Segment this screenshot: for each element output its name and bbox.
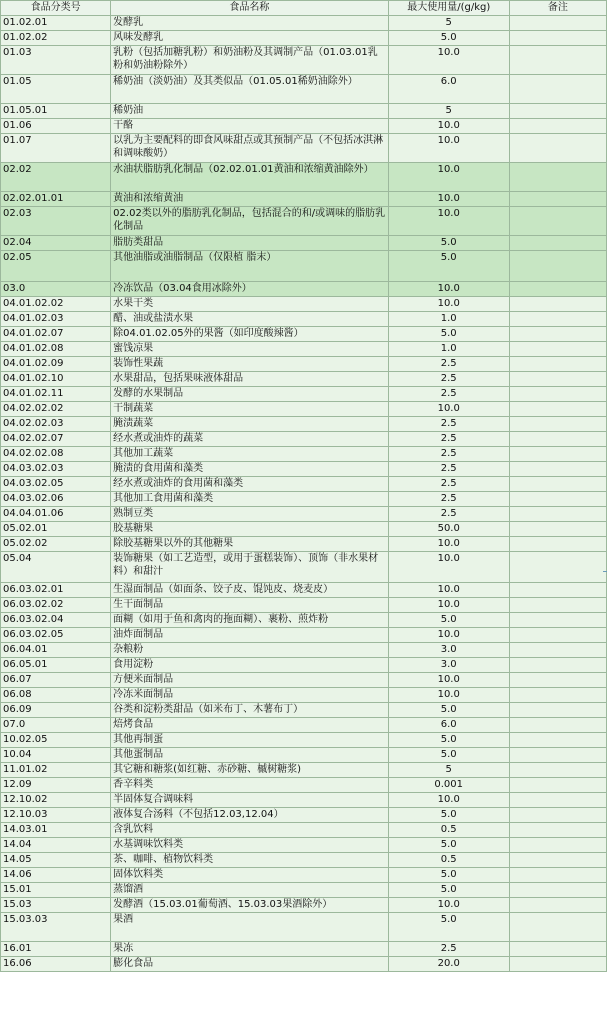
cell-food-name: 谷类和淀粉类甜品（如米布丁、木薯布丁） (111, 703, 388, 718)
cell-food-name: 装饰糖果（如工艺造型，或用于蛋糕装饰）、顶饰（非水果材料）和甜汁 (111, 552, 388, 583)
cell-food-code: 05.04 (1, 552, 111, 583)
cell-food-code: 04.03.02.05 (1, 477, 111, 492)
cell-max-usage: 1.0 (388, 342, 509, 357)
table-row (1, 658, 607, 673)
cell-food-name: 装饰性果蔬 (111, 357, 388, 372)
cell-max-usage: 5.0 (388, 838, 509, 853)
table-row (1, 748, 607, 763)
table-row (1, 778, 607, 793)
table-row (1, 733, 607, 748)
header-max-usage: 最大使用量/(g/kg) (388, 1, 509, 16)
cell-max-usage: 2.5 (388, 417, 509, 432)
cell-max-usage: 10.0 (388, 628, 509, 643)
cell-note (509, 477, 606, 492)
cell-max-usage: 50.0 (388, 522, 509, 537)
cell-food-name: 熟制豆类 (111, 507, 388, 522)
cell-note (509, 251, 606, 282)
cell-max-usage: 10.0 (388, 192, 509, 207)
cell-note (509, 673, 606, 688)
cell-max-usage: 10.0 (388, 402, 509, 417)
cell-food-code: 04.02.02.03 (1, 417, 111, 432)
cell-note (509, 312, 606, 327)
cell-max-usage: 5.0 (388, 808, 509, 823)
table-row (1, 583, 607, 598)
cell-food-code: 15.03 (1, 898, 111, 913)
table-row (1, 402, 607, 417)
cell-note (509, 883, 606, 898)
cell-note (509, 643, 606, 658)
cell-food-name: 稀奶油（淡奶油）及其类似品（01.05.01稀奶油除外） (111, 75, 388, 104)
cell-max-usage: 6.0 (388, 718, 509, 733)
cell-max-usage: 2.5 (388, 432, 509, 447)
cell-food-name: 水果干类 (111, 297, 388, 312)
table-row (1, 957, 607, 972)
cell-food-name: 水基调味饮料类 (111, 838, 388, 853)
cell-food-code: 12.10.02 (1, 793, 111, 808)
cell-food-name: 食用淀粉 (111, 658, 388, 673)
cell-max-usage: 5.0 (388, 236, 509, 251)
cell-note (509, 46, 606, 75)
table-row (1, 942, 607, 957)
cell-note (509, 119, 606, 134)
cell-food-name: 水油状脂肪乳化制品（02.02.01.01黄油和浓缩黄油除外） (111, 163, 388, 192)
table-row (1, 104, 607, 119)
cell-max-usage: 5.0 (388, 613, 509, 628)
cell-food-code: 01.07 (1, 134, 111, 163)
table-row (1, 688, 607, 703)
cell-max-usage: 5 (388, 16, 509, 31)
cell-max-usage: 20.0 (388, 957, 509, 972)
cell-food-code: 04.01.02.09 (1, 357, 111, 372)
table-row (1, 31, 607, 46)
table-row (1, 192, 607, 207)
cell-food-name: 方便米面制品 (111, 673, 388, 688)
cell-food-code: 04.02.02.08 (1, 447, 111, 462)
cell-note (509, 703, 606, 718)
cell-max-usage: 10.0 (388, 163, 509, 192)
cell-note (509, 942, 606, 957)
cell-note (509, 417, 606, 432)
cell-note (509, 628, 606, 643)
cell-food-code: 04.02.02.07 (1, 432, 111, 447)
cell-food-code: 06.05.01 (1, 658, 111, 673)
cell-note (509, 236, 606, 251)
cell-max-usage: 10.0 (388, 598, 509, 613)
cell-food-name: 其他加工蔬菜 (111, 447, 388, 462)
table-row (1, 417, 607, 432)
cell-note (509, 808, 606, 823)
cell-food-name: 其他再制蛋 (111, 733, 388, 748)
cell-food-code: 15.03.03 (1, 913, 111, 942)
table-row (1, 462, 607, 477)
cell-max-usage: 2.5 (388, 447, 509, 462)
cell-note (509, 898, 606, 913)
cell-food-code: 02.02.01.01 (1, 192, 111, 207)
cell-note (509, 357, 606, 372)
cell-food-name: 醋、油或盐渍水果 (111, 312, 388, 327)
cell-max-usage: 10.0 (388, 119, 509, 134)
cell-food-code: 01.05.01 (1, 104, 111, 119)
cell-food-code: 06.03.02.05 (1, 628, 111, 643)
cell-max-usage: 2.5 (388, 492, 509, 507)
cell-food-name: 半固体复合调味料 (111, 793, 388, 808)
cell-max-usage: 5 (388, 763, 509, 778)
cell-food-code: 05.02.01 (1, 522, 111, 537)
cell-note (509, 327, 606, 342)
table-row (1, 823, 607, 838)
cell-food-code: 03.0 (1, 282, 111, 297)
cell-food-name: 风味发酵乳 (111, 31, 388, 46)
cell-max-usage: 2.5 (388, 357, 509, 372)
cell-note (509, 297, 606, 312)
cell-food-name: 冷冻米面制品 (111, 688, 388, 703)
cell-max-usage: 10.0 (388, 282, 509, 297)
cell-note (509, 31, 606, 46)
cell-food-code: 14.03.01 (1, 823, 111, 838)
cell-max-usage: 5.0 (388, 327, 509, 342)
cell-food-code: 15.01 (1, 883, 111, 898)
table-row (1, 492, 607, 507)
cell-food-name: 02.02类以外的脂肪乳化制品，包括混合的和/或调味的脂肪乳化制品 (111, 207, 388, 236)
cell-note (509, 613, 606, 628)
cell-max-usage: 5.0 (388, 748, 509, 763)
cell-food-code: 10.02.05 (1, 733, 111, 748)
cell-note (509, 733, 606, 748)
cell-food-name: 固体饮料类 (111, 868, 388, 883)
cell-note (509, 598, 606, 613)
cell-max-usage: 10.0 (388, 673, 509, 688)
cell-max-usage: 2.5 (388, 372, 509, 387)
header-food-code: 食品分类号 (1, 1, 111, 16)
cell-food-name: 茶、咖啡、植物饮料类 (111, 853, 388, 868)
table-row (1, 853, 607, 868)
table-row (1, 763, 607, 778)
header-note: 备注 (509, 1, 606, 16)
cell-max-usage: 5.0 (388, 913, 509, 942)
cell-max-usage: 3.0 (388, 643, 509, 658)
cell-food-code: 06.03.02.04 (1, 613, 111, 628)
cell-food-name: 除胶基糖果以外的其他糖果 (111, 537, 388, 552)
cell-note (509, 163, 606, 192)
cell-food-code: 02.02 (1, 163, 111, 192)
table-row (1, 387, 607, 402)
table-row (1, 477, 607, 492)
cell-food-name: 乳粉（包括加糖乳粉）和奶油粉及其调制产品（01.03.01乳粉和奶油粉除外） (111, 46, 388, 75)
cell-max-usage: 10.0 (388, 46, 509, 75)
cell-max-usage: 10.0 (388, 552, 509, 583)
table-row (1, 134, 607, 163)
table-row (1, 507, 607, 522)
cell-food-name: 稀奶油 (111, 104, 388, 119)
cell-food-name: 其他油脂或油脂制品（仅限植 脂末） (111, 251, 388, 282)
table-row (1, 372, 607, 387)
table-header-row (1, 1, 607, 16)
cell-max-usage: 2.5 (388, 507, 509, 522)
table-row (1, 808, 607, 823)
cell-food-name: 黄油和浓缩黄油 (111, 192, 388, 207)
cell-note (509, 342, 606, 357)
cell-food-name: 经水煮或油炸的食用菌和藻类 (111, 477, 388, 492)
cell-food-name: 干制蔬菜 (111, 402, 388, 417)
cell-food-code: 07.0 (1, 718, 111, 733)
cell-max-usage: 2.5 (388, 387, 509, 402)
table-row (1, 718, 607, 733)
table-row (1, 342, 607, 357)
edge-marker (603, 571, 607, 572)
cell-food-code: 11.01.02 (1, 763, 111, 778)
cell-note (509, 522, 606, 537)
cell-food-name: 除04.01.02.05外的果酱（如印度酸辣酱） (111, 327, 388, 342)
cell-food-name: 经水煮或油炸的蔬菜 (111, 432, 388, 447)
table-row (1, 357, 607, 372)
cell-note (509, 793, 606, 808)
cell-max-usage: 0.5 (388, 823, 509, 838)
cell-note (509, 402, 606, 417)
cell-max-usage: 5.0 (388, 868, 509, 883)
cell-food-name: 杂粮粉 (111, 643, 388, 658)
cell-food-name: 香辛料类 (111, 778, 388, 793)
table-row (1, 432, 607, 447)
table-row (1, 883, 607, 898)
cell-food-code: 06.03.02.02 (1, 598, 111, 613)
cell-food-code: 06.08 (1, 688, 111, 703)
cell-food-code: 16.06 (1, 957, 111, 972)
cell-max-usage: 0.001 (388, 778, 509, 793)
cell-max-usage: 5.0 (388, 31, 509, 46)
cell-food-code: 04.01.02.03 (1, 312, 111, 327)
cell-max-usage: 2.5 (388, 477, 509, 492)
cell-food-code: 14.06 (1, 868, 111, 883)
cell-note (509, 134, 606, 163)
table-row (1, 119, 607, 134)
cell-food-name: 面糊（如用于鱼和禽肉的拖面糊）、裹粉、煎炸粉 (111, 613, 388, 628)
cell-food-code: 04.01.02.10 (1, 372, 111, 387)
cell-note (509, 823, 606, 838)
cell-food-name: 脂肪类甜品 (111, 236, 388, 251)
cell-food-code: 06.07 (1, 673, 111, 688)
table-row (1, 16, 607, 31)
cell-food-name: 腌渍的食用菌和藻类 (111, 462, 388, 477)
table-row (1, 327, 607, 342)
cell-food-name: 发酵酒（15.03.01葡萄酒、15.03.03果酒除外） (111, 898, 388, 913)
cell-food-code: 02.03 (1, 207, 111, 236)
table-row (1, 522, 607, 537)
cell-note (509, 868, 606, 883)
table-row (1, 598, 607, 613)
table-row (1, 673, 607, 688)
cell-note (509, 658, 606, 673)
table-row (1, 163, 607, 192)
cell-note (509, 957, 606, 972)
table-row (1, 46, 607, 75)
cell-food-code: 04.03.02.03 (1, 462, 111, 477)
cell-food-code: 04.01.02.11 (1, 387, 111, 402)
cell-max-usage: 10.0 (388, 537, 509, 552)
table-row (1, 447, 607, 462)
cell-food-code: 02.05 (1, 251, 111, 282)
cell-food-name: 其它糖和糖浆(如红糖、赤砂糖、槭树糖浆) (111, 763, 388, 778)
table-row (1, 838, 607, 853)
cell-food-name: 冷冻饮品（03.04食用冰除外） (111, 282, 388, 297)
cell-max-usage: 5.0 (388, 251, 509, 282)
cell-max-usage: 2.5 (388, 462, 509, 477)
cell-note (509, 282, 606, 297)
cell-note (509, 387, 606, 402)
cell-max-usage: 10.0 (388, 793, 509, 808)
cell-note (509, 763, 606, 778)
cell-max-usage: 3.0 (388, 658, 509, 673)
cell-food-code: 14.05 (1, 853, 111, 868)
table-row (1, 297, 607, 312)
cell-food-code: 12.10.03 (1, 808, 111, 823)
cell-food-code: 01.02.02 (1, 31, 111, 46)
cell-food-code: 16.01 (1, 942, 111, 957)
table-body (1, 16, 607, 972)
cell-food-code: 05.02.02 (1, 537, 111, 552)
cell-food-name: 生干面制品 (111, 598, 388, 613)
cell-food-name: 蒸馏酒 (111, 883, 388, 898)
table-row (1, 537, 607, 552)
cell-note (509, 853, 606, 868)
cell-note (509, 16, 606, 31)
cell-max-usage: 5 (388, 104, 509, 119)
cell-food-name: 水果甜品，包括果味液体甜品 (111, 372, 388, 387)
table-row (1, 868, 607, 883)
cell-note (509, 192, 606, 207)
cell-max-usage: 5.0 (388, 883, 509, 898)
cell-food-name: 胶基糖果 (111, 522, 388, 537)
cell-max-usage: 10.0 (388, 207, 509, 236)
cell-food-name: 果酒 (111, 913, 388, 942)
cell-max-usage: 2.5 (388, 942, 509, 957)
cell-note (509, 432, 606, 447)
cell-food-code: 10.04 (1, 748, 111, 763)
table-row (1, 913, 607, 942)
cell-food-code: 04.01.02.07 (1, 327, 111, 342)
cell-note (509, 583, 606, 598)
cell-food-name: 其他蛋制品 (111, 748, 388, 763)
header-food-name: 食品名称 (111, 1, 388, 16)
cell-food-name: 发酵乳 (111, 16, 388, 31)
table-row (1, 251, 607, 282)
cell-food-name: 油炸面制品 (111, 628, 388, 643)
cell-note (509, 838, 606, 853)
cell-note (509, 207, 606, 236)
table-row (1, 643, 607, 658)
cell-food-code: 06.04.01 (1, 643, 111, 658)
cell-max-usage: 10.0 (388, 134, 509, 163)
cell-note (509, 447, 606, 462)
cell-food-name: 生湿面制品（如面条、饺子皮、馄饨皮、烧麦皮） (111, 583, 388, 598)
cell-food-name: 焙烤食品 (111, 718, 388, 733)
table-row (1, 703, 607, 718)
cell-food-code: 06.03.02.01 (1, 583, 111, 598)
cell-max-usage: 6.0 (388, 75, 509, 104)
table-row (1, 628, 607, 643)
cell-max-usage: 0.5 (388, 853, 509, 868)
table-row (1, 613, 607, 628)
cell-max-usage: 10.0 (388, 583, 509, 598)
cell-food-code: 01.05 (1, 75, 111, 104)
cell-food-code: 01.03 (1, 46, 111, 75)
cell-food-name: 膨化食品 (111, 957, 388, 972)
cell-note (509, 537, 606, 552)
table-row (1, 282, 607, 297)
cell-note (509, 104, 606, 119)
cell-note (509, 75, 606, 104)
cell-food-name: 其他加工食用菌和藻类 (111, 492, 388, 507)
cell-food-code: 14.04 (1, 838, 111, 853)
cell-food-code: 01.02.01 (1, 16, 111, 31)
cell-note (509, 913, 606, 942)
cell-food-name: 含乳饮料 (111, 823, 388, 838)
cell-food-code: 06.09 (1, 703, 111, 718)
cell-max-usage: 1.0 (388, 312, 509, 327)
table-row (1, 236, 607, 251)
cell-max-usage: 5.0 (388, 703, 509, 718)
table-row (1, 312, 607, 327)
cell-food-name: 发酵的水果制品 (111, 387, 388, 402)
cell-max-usage: 10.0 (388, 297, 509, 312)
table-row (1, 898, 607, 913)
table-row (1, 793, 607, 808)
cell-food-code: 02.04 (1, 236, 111, 251)
cell-food-code: 04.04.01.06 (1, 507, 111, 522)
cell-food-code: 01.06 (1, 119, 111, 134)
cell-food-name: 以乳为主要配料的即食风味甜点或其预制产品（不包括冰淇淋和调味酸奶） (111, 134, 388, 163)
table-row (1, 207, 607, 236)
cell-note (509, 748, 606, 763)
cell-food-code: 04.02.02.02 (1, 402, 111, 417)
cell-max-usage: 5.0 (388, 733, 509, 748)
cell-note (509, 688, 606, 703)
cell-food-name: 蜜饯凉果 (111, 342, 388, 357)
cell-note (509, 372, 606, 387)
cell-note (509, 718, 606, 733)
cell-max-usage: 10.0 (388, 688, 509, 703)
cell-note (509, 552, 606, 583)
cell-note (509, 492, 606, 507)
table-row (1, 75, 607, 104)
cell-food-code: 04.03.02.06 (1, 492, 111, 507)
cell-food-name: 腌渍蔬菜 (111, 417, 388, 432)
cell-food-name: 液体复合汤料（不包括12.03,12.04） (111, 808, 388, 823)
cell-food-code: 04.01.02.08 (1, 342, 111, 357)
table-row (1, 552, 607, 583)
cell-note (509, 778, 606, 793)
cell-note (509, 507, 606, 522)
cell-food-code: 12.09 (1, 778, 111, 793)
cell-food-name: 干酪 (111, 119, 388, 134)
cell-note (509, 462, 606, 477)
cell-max-usage: 10.0 (388, 898, 509, 913)
cell-food-name: 果冻 (111, 942, 388, 957)
cell-food-code: 04.01.02.02 (1, 297, 111, 312)
